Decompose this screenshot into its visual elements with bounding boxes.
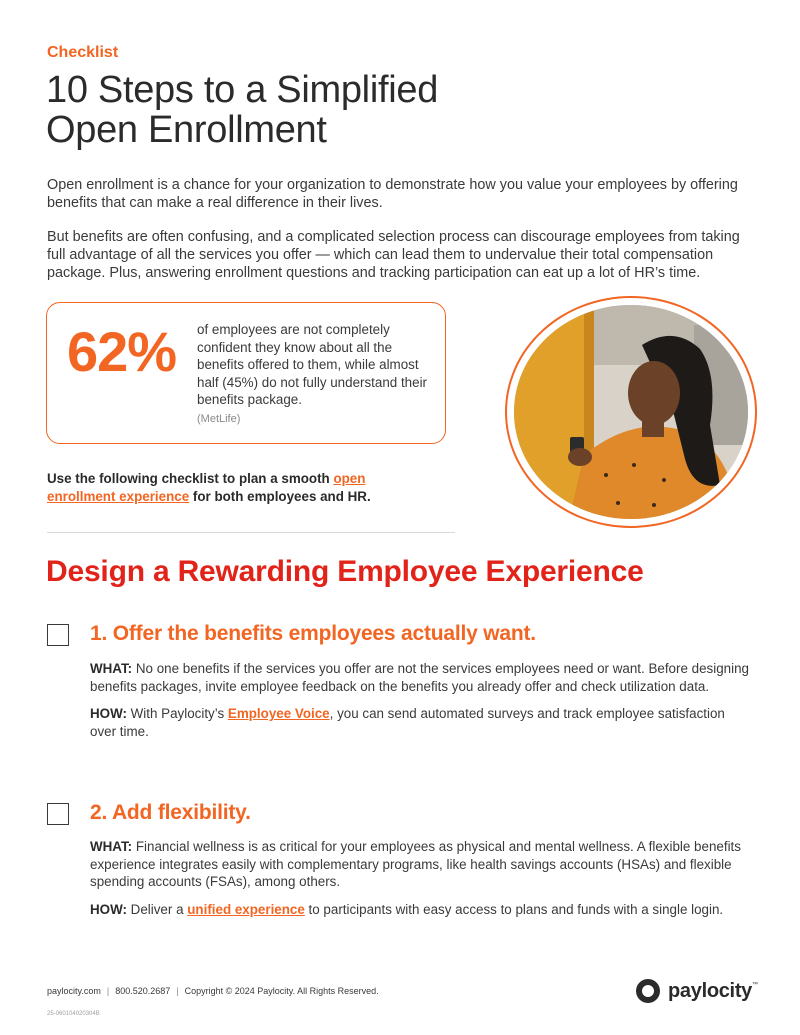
item-1-what-text: No one benefits if the services you offer are not the services employees need or want. Before designing benefits packages, invite employee feedback on the benefits you already offer and check utilization data. — [90, 661, 749, 694]
paylocity-logo-icon — [634, 977, 662, 1005]
item-1-what-label: WHAT: — [90, 661, 133, 676]
footer-code: 25-060104020304B — [47, 1011, 100, 1017]
item-1-body — [90, 660, 750, 750]
footer-site: paylocity.com — [47, 986, 101, 996]
checkbox-item-1[interactable] — [47, 624, 69, 646]
item-2-how-after: to participants with easy access to plans and funds with a single login. — [304, 901, 724, 917]
item-1-how-label: HOW: — [90, 706, 127, 722]
open-enrollment-link[interactable]: open enrollment experience — [47, 471, 366, 504]
item-1-how-after: , you can send automated surveys and track employee satisfaction over time. — [90, 706, 725, 739]
footer-copyright: Copyright © 2024 Paylocity. All Rights Reserved. — [184, 986, 379, 996]
item-2-how — [90, 901, 750, 919]
section-title: Design a Rewarding Employee Experience — [46, 555, 644, 588]
stat-text: of employees are not completely confident they know about all the benefits offered to them, while almost half (45%) do not fully understand their benefits package. — [197, 322, 428, 408]
item-2-what-label: WHAT: — [90, 839, 133, 854]
employee-photo — [514, 305, 748, 519]
page-title-line-1: 10 Steps to a Simplified — [46, 69, 439, 111]
page-title — [46, 70, 606, 150]
footer-phone: 800.520.2687 — [115, 986, 171, 996]
item-2-how-before: Deliver a — [126, 901, 188, 917]
intro-paragraph-2: But benefits are often confusing, and a complicated selection process can discourage employees from taking full advantage of all the services you offer — which can lead them to undervalue their total compensation package. Plus, answering enrollment questions and tracking participation can eat up a lot of HR’s time. — [47, 229, 740, 281]
lead-text-before: Use the following checklist to plan a smooth — [47, 471, 334, 486]
item-2-how-label: HOW: — [90, 901, 127, 917]
lead-text-after: for both employees and HR. — [189, 489, 371, 504]
eyebrow-label: Checklist — [47, 44, 119, 61]
paylocity-logo-tm: ™ — [752, 982, 758, 988]
item-2-what — [90, 838, 750, 891]
stat-callout — [46, 302, 446, 444]
item-2-title: 2. Add flexibility. — [90, 801, 251, 824]
stat-value: 62% — [67, 320, 177, 383]
intro — [47, 176, 757, 298]
employee-voice-link[interactable]: Employee Voice — [227, 706, 330, 722]
item-2-what-text: Financial wellness is as critical for your employees as physical and mental wellness. A flexible benefits experience integrates easily with complementary programs, like health savings accounts (HSAs) and flexible spending accounts (FSAs), among others. — [90, 839, 741, 890]
intro-paragraph-1: Open enrollment is a chance for your organization to demonstrate how you value your employees by offering benefits that can make a real difference in their lives. — [47, 177, 738, 211]
stat-source: (MetLife) — [197, 413, 241, 425]
checkbox-item-2[interactable] — [47, 803, 69, 825]
footer-separator: | — [176, 986, 179, 996]
divider — [47, 532, 455, 533]
footer-text — [47, 986, 379, 996]
item-2-body — [90, 838, 750, 928]
item-1-how-before: With Paylocity’s — [126, 706, 228, 722]
checklist-lead — [47, 470, 427, 506]
page-title-line-2: Open Enrollment — [46, 109, 327, 151]
item-1-what — [90, 660, 750, 695]
paylocity-logo-text: paylocity — [668, 979, 752, 1002]
item-1-how — [90, 705, 750, 740]
footer-separator: | — [106, 986, 110, 996]
employee-photo-illustration — [514, 305, 748, 519]
item-1-title: 1. Offer the benefits employees actually want. — [90, 622, 536, 645]
unified-experience-link[interactable]: unified experience — [187, 901, 305, 917]
paylocity-logo — [634, 976, 758, 1006]
